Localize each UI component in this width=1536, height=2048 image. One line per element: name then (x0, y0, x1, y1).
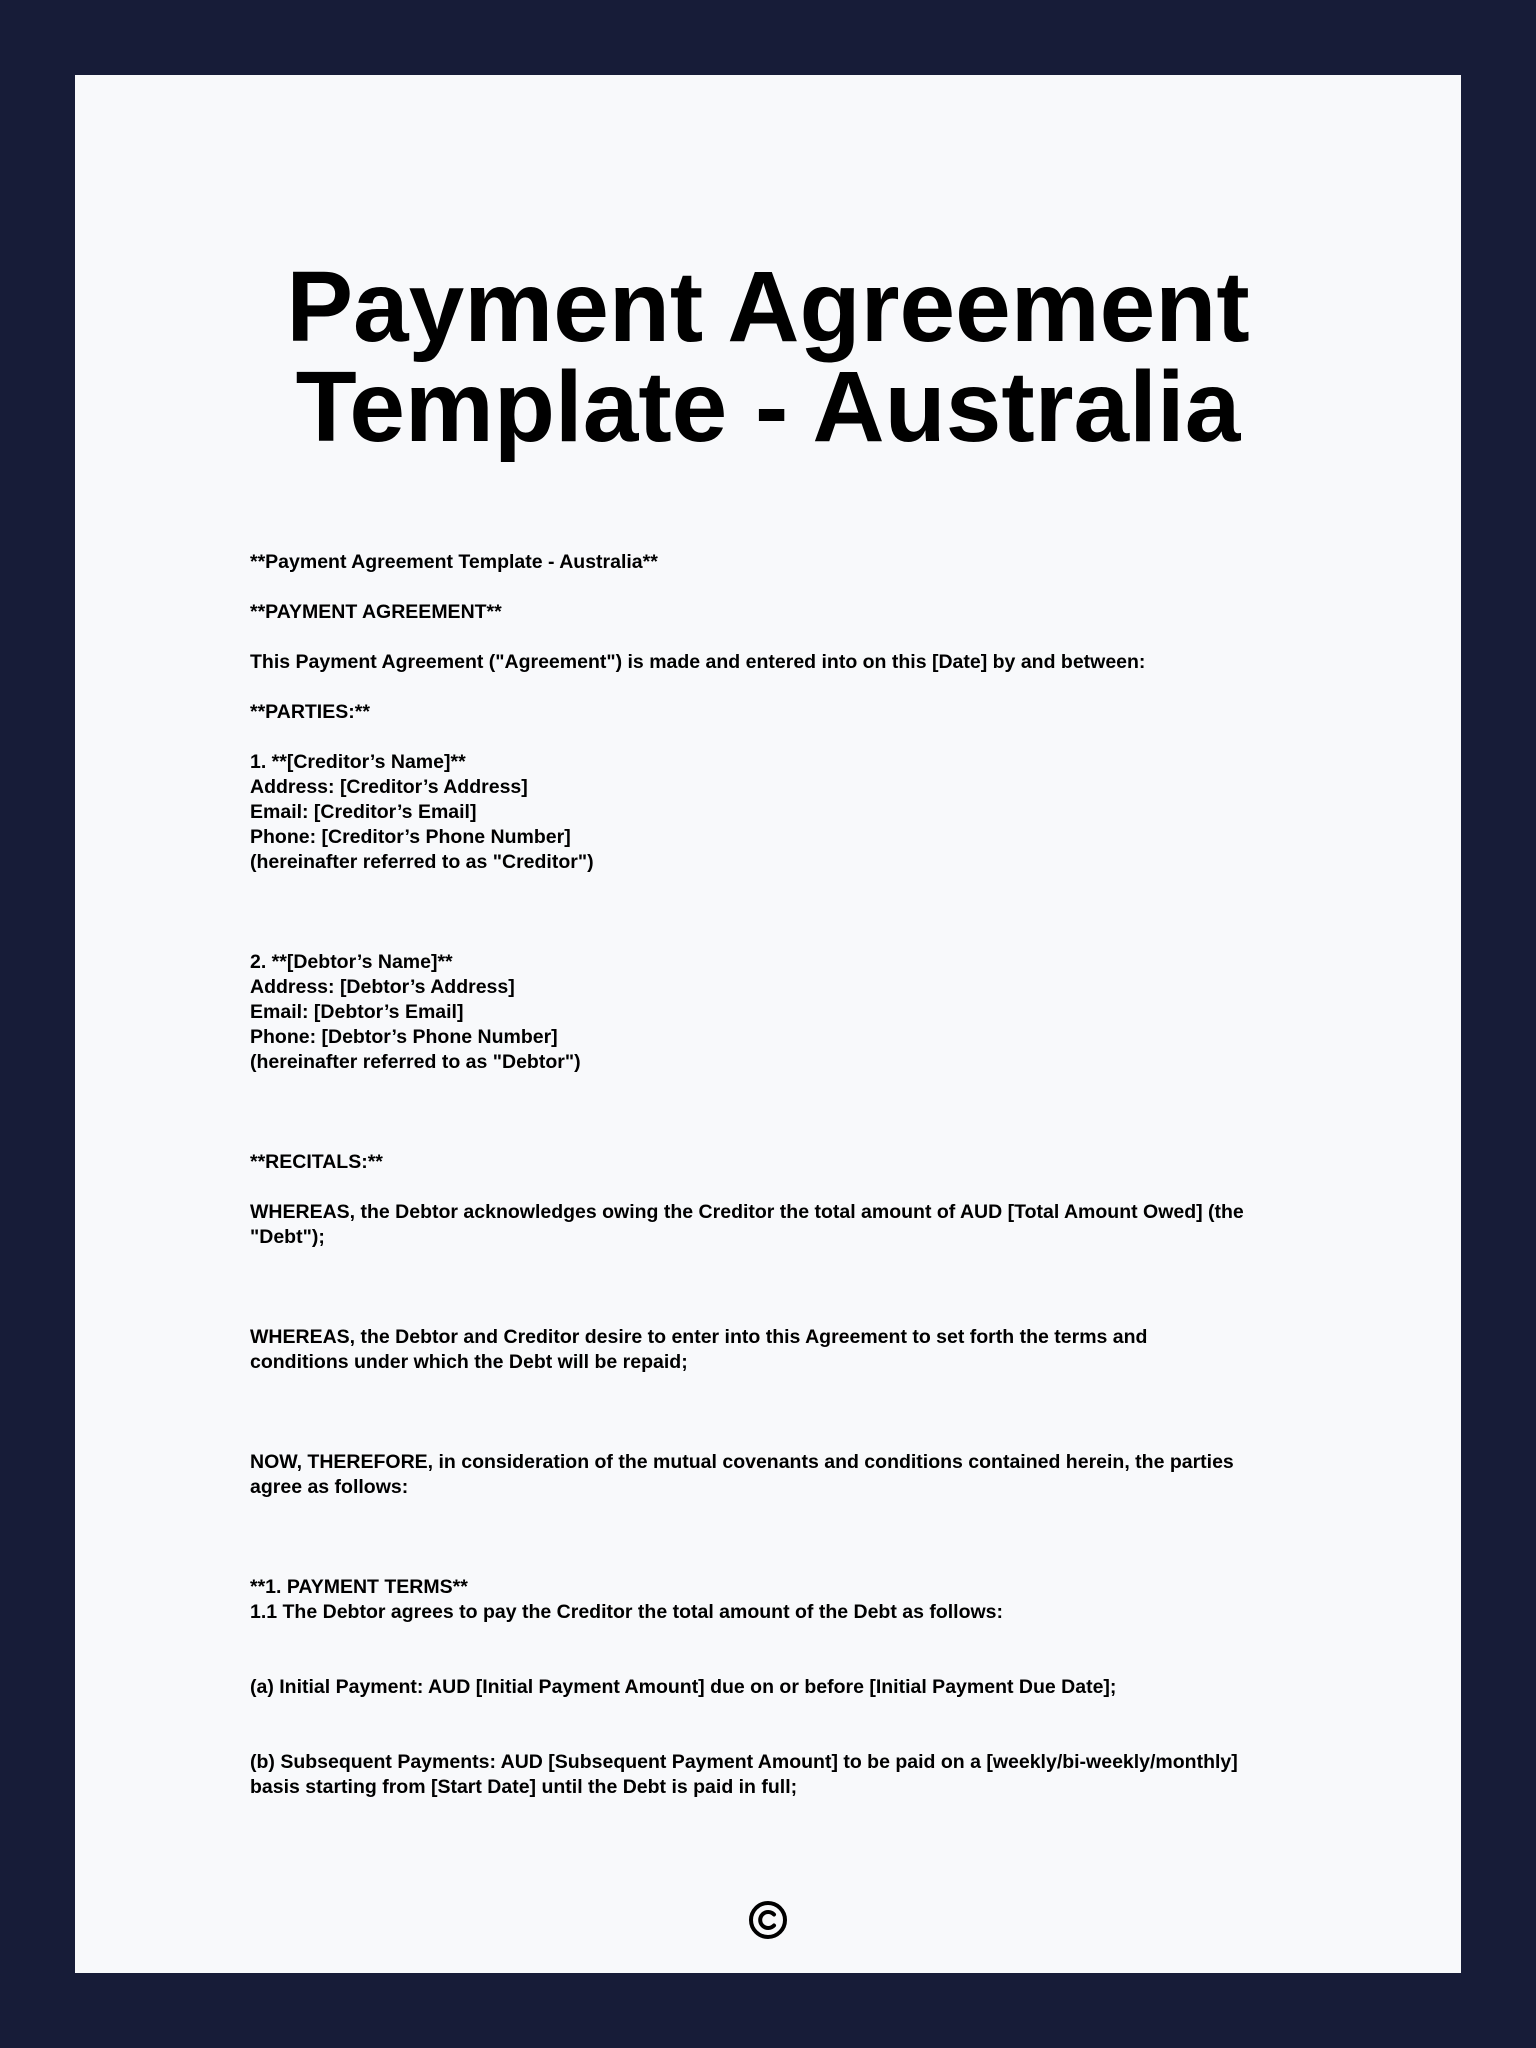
creditor-email: Email: [Creditor’s Email] (250, 801, 477, 823)
whereas-2-line-1: WHEREAS, the Debtor and Creditor desire to enter into this Agreement to set forth the terms and (250, 1326, 1148, 1348)
creditor-referred: (hereinafter referred to as "Creditor") (250, 851, 594, 873)
debtor-address: Address: [Debtor’s Address] (250, 976, 515, 998)
creditor-name: 1. **[Creditor’s Name]** (250, 751, 466, 773)
creditor-block (250, 750, 1360, 875)
debtor-referred: (hereinafter referred to as "Debtor") (250, 1051, 581, 1073)
now-therefore-line-2: agree as follows: (250, 1476, 409, 1498)
copyright-icon (748, 1900, 788, 1940)
creditor-address: Address: [Creditor’s Address] (250, 776, 528, 798)
clause-1-1: 1.1 The Debtor agrees to pay the Creditor the total amount of the Debt as follows: (250, 1601, 1004, 1623)
recitals-heading: **RECITALS:** (250, 1151, 383, 1173)
clause-b-line-2: basis starting from [Start Date] until the Debt is paid in full; (250, 1776, 798, 1798)
clause-b-line-1: (b) Subsequent Payments: AUD [Subsequent Payment Amount] to be paid on a [weekly/bi-weekly/monthly] (250, 1751, 1238, 1773)
creditor-phone: Phone: [Creditor’s Phone Number] (250, 826, 571, 848)
title-line-1: Payment Agreement (286, 251, 1250, 363)
whereas-clause-2 (250, 1325, 1360, 1375)
payment-terms-heading: **1. PAYMENT TERMS** (250, 1576, 468, 1598)
copyright-footer (75, 1900, 1461, 1945)
intro-paragraph: This Payment Agreement ("Agreement") is made and entered into on this [Date] by and between: (250, 651, 1146, 673)
debtor-block (250, 950, 1360, 1075)
title-line-2: Template - Australia (295, 351, 1241, 463)
document-title (75, 251, 1461, 463)
parties-heading: **PARTIES:** (250, 701, 370, 723)
now-therefore-clause (250, 1450, 1360, 1500)
document-body (250, 550, 1360, 1800)
agreement-heading: **PAYMENT AGREEMENT** (250, 601, 502, 623)
now-therefore-line-1: NOW, THEREFORE, in consideration of the mutual covenants and conditions contained herein, the parties (250, 1451, 1234, 1473)
debtor-phone: Phone: [Debtor’s Phone Number] (250, 1026, 558, 1048)
debtor-email: Email: [Debtor’s Email] (250, 1001, 464, 1023)
document-page (75, 75, 1461, 1973)
clause-a: (a) Initial Payment: AUD [Initial Payment Amount] due on or before [Initial Payment Due Date]; (250, 1676, 1117, 1698)
whereas-1-line-2: "Debt"); (250, 1226, 325, 1248)
whereas-clause-1 (250, 1200, 1360, 1250)
whereas-2-line-2: conditions under which the Debt will be repaid; (250, 1351, 688, 1373)
whereas-1-line-1: WHEREAS, the Debtor acknowledges owing the Creditor the total amount of AUD [Total Amount Owed] (the (250, 1201, 1244, 1223)
payment-terms-section (250, 1575, 1360, 1625)
clause-b (250, 1750, 1360, 1800)
debtor-name: 2. **[Debtor’s Name]** (250, 951, 453, 973)
document-heading: **Payment Agreement Template - Australia** (250, 551, 658, 573)
